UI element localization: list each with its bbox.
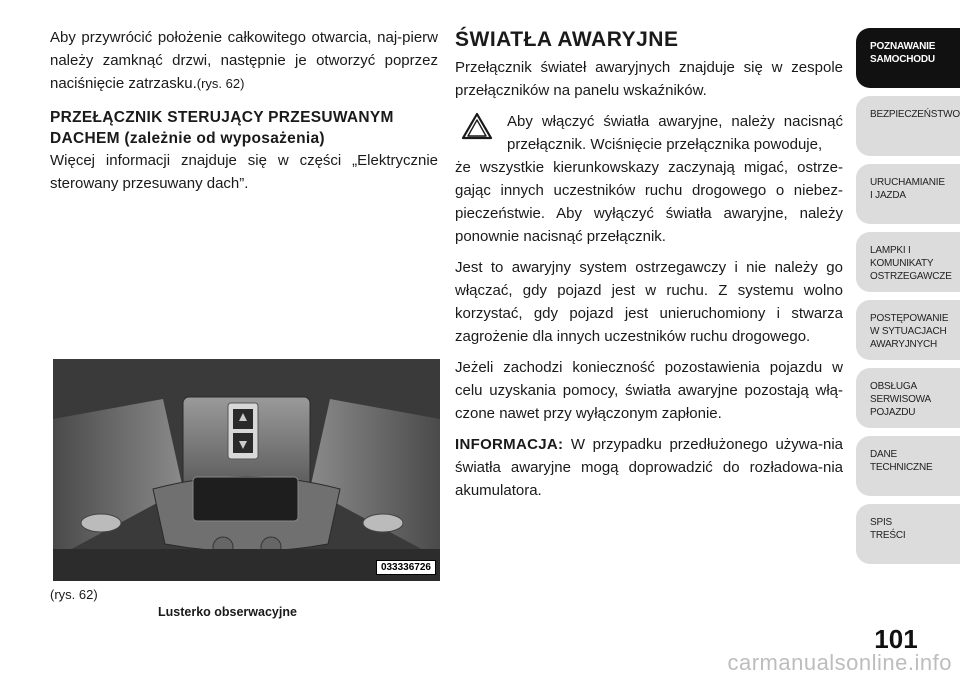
note-paragraph	[455, 433, 843, 502]
note-text: W przypadku przedłużonego używa-nia światła awaryjne mogą doprowadzić do rozładowa-nia akumulatora.	[455, 436, 843, 499]
section-text-sunroof: Więcej informacji znajduje się w części „Elektrycznie sterowany przesuwany dach”.	[50, 152, 438, 192]
overhead-console-illustration	[53, 359, 440, 581]
warning-text-rest: że wszystkie kierunkowskazy zaczynają migać, ostrze-gając innych uczestników ruchu drogowego o niebez-pieczeństwie. Aby wyłączyć światła awaryjne, należy ponownie nacisnąć przełącznik.	[455, 159, 843, 245]
right-column	[455, 26, 843, 502]
tab-label: POZNAWANIE SAMOCHODU	[870, 41, 936, 65]
tab-lampki-i-komunikaty[interactable]	[856, 232, 960, 292]
left-column	[50, 26, 438, 195]
note-label: INFORMACJA:	[455, 436, 564, 453]
watermark: carmanualsonline.info	[727, 650, 952, 675]
tab-obsluga-serwisowa[interactable]	[856, 368, 960, 428]
tab-label: URUCHAMIANIE I JAZDA	[870, 177, 945, 201]
warning-text-first: Aby włączyć światła awaryjne, należy nacisnąć przełącznik. Wciśnięcie przełącznika powoduje,	[507, 113, 843, 153]
tab-postepowanie-awaryjne[interactable]	[856, 300, 960, 360]
figure-overhead-console	[53, 359, 440, 581]
tab-dane-techniczne[interactable]	[856, 436, 960, 496]
tab-label: DANE TECHNICZNE	[870, 449, 933, 473]
tab-label: SPIS TREŚCI	[870, 517, 906, 541]
figure-caption: Lusterko obserwacyjne	[158, 605, 297, 619]
warning-block	[455, 110, 843, 248]
tab-label: LAMPKI I KOMUNIKATY OSTRZEGAWCZE	[870, 245, 952, 282]
tab-label: POSTĘPOWANIE W SYTUACJACH AWARYJNYCH	[870, 313, 949, 350]
intro-paragraph	[50, 26, 438, 95]
paragraph-switch-location: Przełącznik świateł awaryjnych znajduje się w zespole przełączników na panelu wskaźników.	[455, 59, 843, 99]
figure-reference: (rys. 62)	[196, 76, 245, 91]
tab-bezpieczenstwo[interactable]	[856, 96, 960, 156]
tab-poznawanie-samochodu[interactable]	[856, 28, 960, 88]
paragraph-leaving-vehicle: Jeżeli zachodzi konieczność pozostawienia pojazdu w celu uzyskania pomocy, światła awaryjne pozostają włą-czone nawet przy wyłączonym zapłonie.	[455, 359, 843, 422]
tab-spis-tresci[interactable]	[856, 504, 960, 564]
figure-code: 033336726	[376, 560, 436, 575]
chapter-tabs	[856, 28, 960, 572]
page-number: 101	[874, 624, 918, 654]
section-title-hazard-lights: ŚWIATŁA AWARYJNE	[455, 28, 679, 51]
tab-label: BEZPIECZEŃSTWO	[870, 109, 960, 120]
section-heading-sunroof-switch: PRZEŁĄCZNIK STERUJĄCY PRZESUWANYM DACHEM (zależnie od wyposażenia)	[50, 109, 394, 147]
warning-triangle-icon	[461, 112, 493, 140]
tab-label: OBSŁUGA SERWISOWA POJAZDU	[870, 381, 931, 418]
figure-number: (rys. 62)	[50, 587, 98, 602]
paragraph-usage: Jest to awaryjny system ostrzegawczy i nie należy go włączać, gdy pojazd jest w ruchu. Z systemu wolno korzystać, gdy pojazd jest unieruchomiony i stwarza zagrożenie dla innych uczestników ruchu drogowego.	[455, 259, 843, 345]
tab-uruchamianie-i-jazda[interactable]	[856, 164, 960, 224]
intro-text: Aby przywrócić położenie całkowitego otwarcia, naj-pierw należy zamknąć drzwi, następnie je otworzyć poprzez naciśnięcie zatrzasku.	[50, 29, 438, 92]
